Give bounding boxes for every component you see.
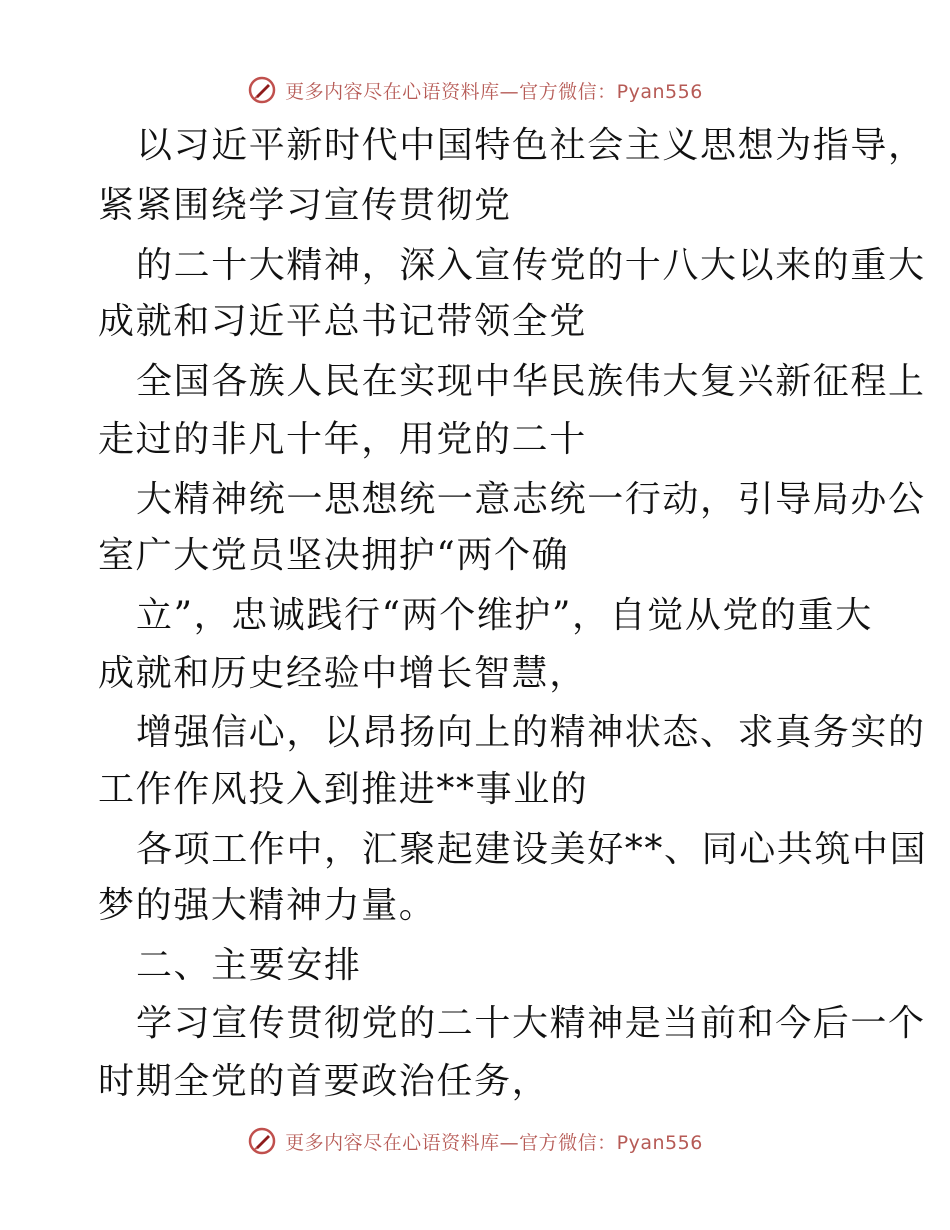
section-heading: 二、主要安排 — [136, 945, 362, 986]
paragraph-line: 紧紧围绕学习宣传贯彻党 — [98, 185, 512, 226]
watermark-text: 更多内容尽在心语资料库—官方微信：Pyan556 — [285, 80, 703, 103]
watermark-header — [0, 70, 950, 110]
paragraph-line: 各项工作中，汇聚起建设美好**、同心共筑中国 — [136, 829, 928, 870]
watermark-text: 更多内容尽在心语资料库—官方微信：Pyan556 — [285, 1131, 703, 1154]
watermark-footer — [0, 1121, 950, 1161]
paragraph-line: 大精神统一思想统一意志统一行动，引导局办公 — [136, 479, 926, 520]
paragraph-line: 时期全党的首要政治任务， — [98, 1061, 550, 1102]
paragraph-line: 梦的强大精神力量。 — [98, 885, 437, 926]
quill-logo-icon — [247, 1126, 277, 1156]
paragraph-line: 立”，忠诚践行“两个维护”，自觉从党的重大 — [136, 595, 873, 636]
paragraph-line: 走过的非凡十年，用党的二十 — [98, 419, 587, 460]
paragraph-line: 工作作风投入到推进**事业的 — [98, 769, 589, 810]
paragraph-line: 成就和习近平总书记带领全党 — [98, 301, 587, 342]
paragraph-line: 学习宣传贯彻党的二十大精神是当前和今后一个 — [136, 1003, 926, 1044]
paragraph-line: 的二十大精神，深入宣传党的十八大以来的重大 — [136, 245, 926, 286]
paragraph-line: 以习近平新时代中国特色社会主义思想为指导， — [136, 125, 926, 166]
paragraph-line: 成就和历史经验中增长智慧， — [98, 653, 587, 694]
quill-logo-icon — [247, 75, 277, 105]
paragraph-line: 室广大党员坚决拥护“两个确 — [98, 535, 570, 576]
paragraph-line: 增强信心，以昂扬向上的精神状态、求真务实的 — [136, 712, 926, 753]
paragraph-line: 全国各族人民在实现中华民族伟大复兴新征程上 — [136, 361, 926, 402]
